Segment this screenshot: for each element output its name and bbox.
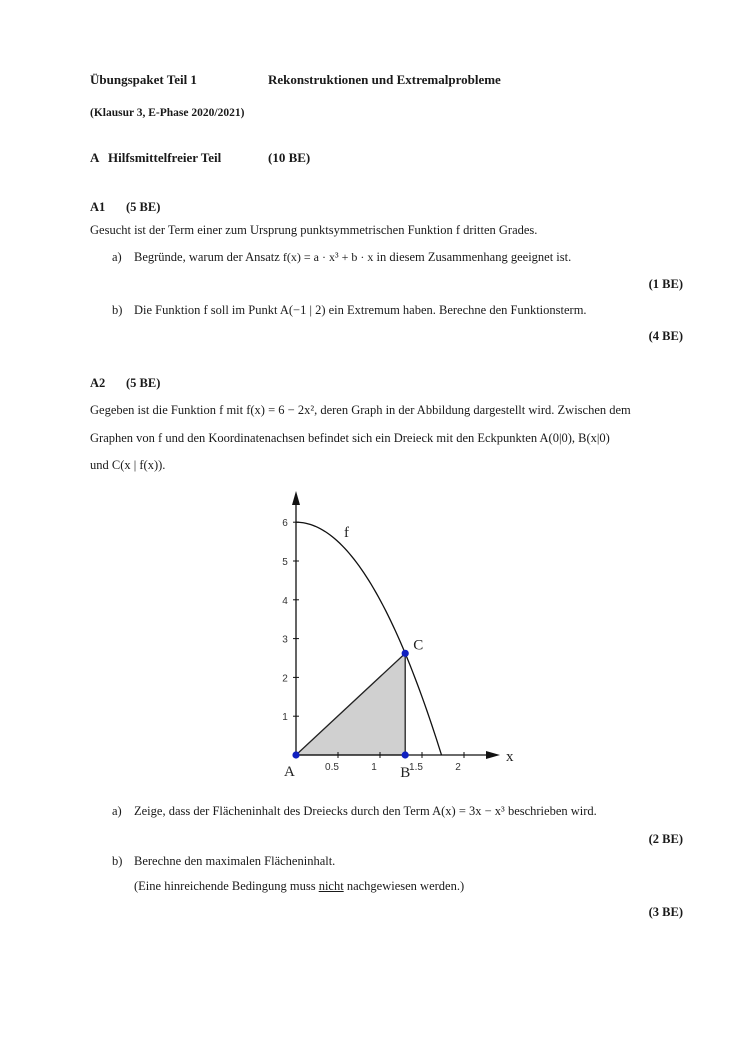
task-a2a-text (134, 804, 597, 819)
task-a2-points: (5 BE) (126, 376, 161, 390)
point-a (292, 751, 299, 758)
task-a1b-letter: b) (112, 303, 123, 317)
point-c (402, 650, 409, 657)
y-tick-label: 1 (282, 712, 288, 724)
section-letter: A (90, 150, 100, 165)
point-label-c: C (413, 637, 424, 654)
task-a2b-note-underlined: nicht (318, 879, 344, 893)
worksheet-title: Übungspaket Teil 1 (90, 72, 197, 87)
y-tick-label: 5 (282, 557, 288, 568)
task-a2b-points: (3 BE) (648, 905, 683, 919)
task-a1a-text-1: Begründe, warum der Ansatz (134, 250, 280, 264)
task-a2a-text-1: Zeige, dass der Flächeninhalt des Dreiecks durch den Term (134, 804, 430, 818)
task-a2-label: A2 (90, 376, 106, 390)
task-a2a-letter: a) (112, 804, 122, 818)
x-tick-label: 0.5 (325, 762, 339, 773)
worksheet-topic: Rekonstruktionen und Extremalprobleme (268, 72, 501, 87)
task-a2b-note-1: (Eine hinreichende Bedingung muss (134, 879, 316, 893)
task-a1a-points: (1 BE) (648, 277, 683, 291)
y-tick-label: 2 (282, 673, 288, 685)
triangle-abc (296, 653, 405, 755)
function-graph (270, 485, 530, 790)
x-tick-label: 1.5 (409, 762, 423, 773)
point-b (402, 751, 409, 758)
x-axis-arrow (486, 751, 500, 759)
task-a2b-note-2: nachgewiesen werden.) (346, 879, 465, 893)
task-a2b-letter: b) (112, 854, 123, 868)
y-tick-label: 3 (282, 634, 288, 646)
section-title: Hilfsmittelfreier Teil (108, 150, 222, 165)
x-axis-label: x (506, 749, 514, 765)
point-label-b: B (400, 765, 411, 781)
task-a2b-text: Berechne den maximalen Flächeninhalt. (134, 854, 336, 868)
task-a1a-text-2: in diesem Zusammenhang geeignet ist. (376, 250, 572, 264)
task-a1b-points: (4 BE) (648, 329, 683, 343)
function-label-f: f (344, 525, 349, 541)
section-points: (10 BE) (268, 150, 311, 165)
task-a1-points: (5 BE) (126, 200, 161, 214)
y-axis-arrow (292, 491, 300, 505)
task-a2a-text-2: beschrieben wird. (507, 804, 597, 818)
task-a2b-note (134, 879, 464, 894)
task-a1-intro: Gesucht ist der Term einer zum Ursprung punktsymmetrischen Funktion f dritten Grades. (90, 223, 538, 237)
exam-info: (Klausur 3, E-Phase 2020/2021) (90, 107, 245, 119)
task-a2-line-3: und C(x | f(x)). (90, 458, 166, 472)
point-label-a: A (284, 764, 295, 780)
task-a2a-formula: A(x) = 3x − x³ (432, 804, 505, 818)
x-tick-label: 2 (455, 762, 461, 773)
task-a1b-text: Die Funktion f soll im Punkt A(−1 | 2) ein Extremum haben. Berechne den Funktionsterm. (134, 303, 587, 317)
task-a1-label: A1 (90, 200, 106, 214)
x-tick-label: 1 (371, 762, 377, 773)
task-a1a-letter: a) (112, 250, 122, 264)
task-a1a-text (134, 250, 571, 265)
task-a2a-points: (2 BE) (648, 832, 683, 846)
task-a2-line-1: Gegeben ist die Funktion f mit f(x) = 6 − 2x², deren Graph in der Abbildung dargestellt wird. Zwischen dem (90, 403, 631, 417)
y-tick-label: 6 (282, 518, 288, 530)
y-tick-label: 4 (282, 595, 288, 607)
task-a1a-formula: f(x) = a · x³ + b · x (282, 250, 374, 264)
task-a2-line-2: Graphen von f und den Koordinatenachsen befindet sich ein Dreieck mit den Eckpunkten A(0|0), B(x|0) (90, 431, 610, 445)
